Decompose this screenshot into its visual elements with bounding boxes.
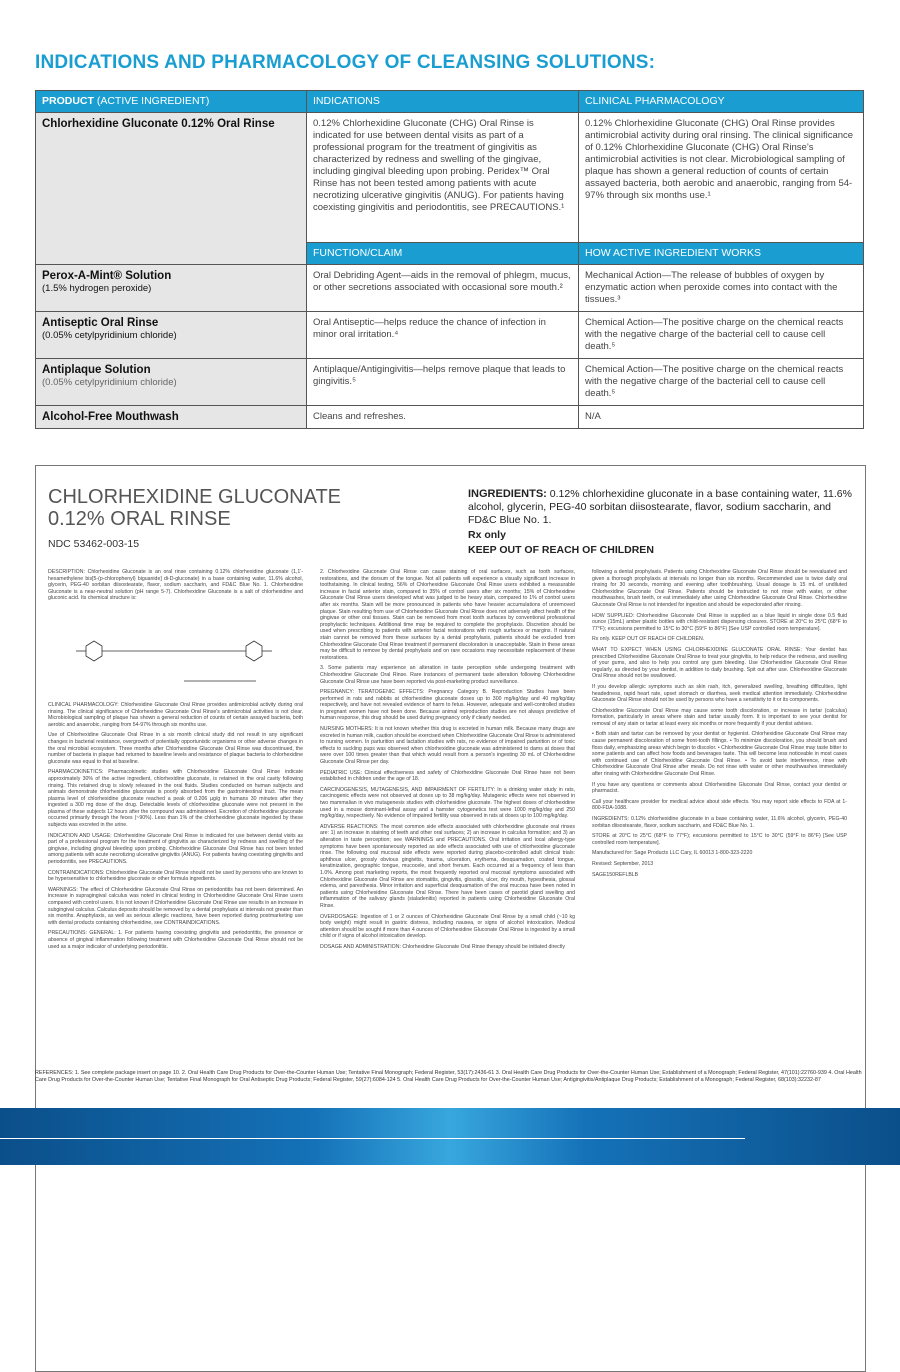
table-header-row — [36, 91, 864, 113]
header-clinical-pharmacology: CLINICAL PHARMACOLOGY — [579, 91, 864, 113]
description-paragraph: DESCRIPTION: Chlorhexidine Gluconate is an oral rinse containing 0.12% chlorhexidine gluconate (1,1'-hexamethylene bis[5-(p-chlorophenyl) biguanide] di-D-gluconate) in a base containing water, 11.6% alcohol, glycerin, PEG-40 sorbitan diisostearate, flavor, sodium saccharin, and FD&C Blue No. 1. Chlorhexidine Gluconate is a near-neutral solution (pH range 5-7). Chlorhexidine Gluconate is a salt of chlorhexidine and gluconic acid. Its chemical structure is: — [48, 569, 303, 602]
label-column-2: 2. Chlorhexidine Gluconate Oral Rinse can cause staining of oral surfaces, such as tooth surfaces, restorations, and the dorsum of the tongue. Not all patients will experience a visually significant increase in toothstaining. In clinical testing, 56% of Chlorhexidine Gluconate Oral Rinse users exhibited a measurable increase in facial anterior stain, compared to 35% of control users after six months; 15% of Chlorhexidine Gluconate Oral Rinse users developed what was judged to be heavy stain, compared to 1% of control users after six months. Stain will be more pronounced in patients who have heavier accumulations of unremoved plaque. Stain resulting from use of Chlorhexidine Gluconate Oral Rinse does not adversely affect health of the gingivae or other oral tissues. Stain can be removed from most tooth surfaces by conventional professional prophylactic techniques. Additional time may be required to complete the prophylaxis. Discretion should be used when prescribing to patients with anterior facial restorations with rough surfaces or margins. If natural stain cannot be removed from these surfaces by a dental prophylaxis, patients should be excluded from Chlorhexidine Gluconate Oral Rinse treatment if permanent discoloration is unacceptable. Stain in these areas may be difficult to remove by dental prophylaxis and on rare occasions may necessitate replacement of these restorations. 3. Some patients may experience an alteration in taste perception while undergoing treatment with Chlorhexidine Gluconate Oral Rinse. Rare instances of permanent taste alteration following Chlorhexidine Gluconate Oral Rinse use have been reported via post-marketing product surveillance. PREGNANCY: TERATOGENIC EFFECTS: Pregnancy Category B. Reproduction Studies have been performed in rats and rabbits at chlorhexidine gluconate doses up to 300 mg/kg/day and 40 mg/kg/day respectively, and have not revealed evidence of harm to fetus. However, adequate and well-controlled studies in pregnant women have not been done. Because animal reproduction studies are not always predictive of human response, this drug should be used during pregnancy only if clearly needed. NURSING MOTHERS: It is not known whether this drug is excreted in human milk. Because many drugs are excreted in human milk, caution should be exercised when Chlorhexidine Gluconate Oral Rinse is administered to nursing women. In parturition and lactation studies with rats, no evidence of impaired parturition or of toxic effects to suckling pups was observed when chlorhexidine gluconate was administered to dams at doses that were over 100 times greater than that which would result from a person's ingesting 30 mL of Chlorhexidine Gluconate Oral Rinse per day. PEDIATRIC USE: Clinical effectiveness and safety of Chlorhexidine Gluconate Oral Rinse have not been established in children under the age of 18. CARCINOGENESIS, MUTAGENESIS, AND IMPAIRMENT OF FERTILITY: In a drinking water study in rats, carcinogenic effects were not observed at doses up to 38 mg/kg/day. Mutagenic effects were not observed in two mammalian in vivo mutagenesis studies with chlorhexidine gluconate. The highest doses of chlorhexidine used in a mouse dominant-lethal assay and a hamster cytogenetics test were 1000 mg/kg/day and 250 mg/kg/day, respectively. No evidence of impaired fertility was observed in rats at doses up to 100 mg/kg/day. ADVERSE REACTIONS: The most common side effects associated with chlorhexidine gluconate oral rinses are: 1) an increase in staining of teeth and other oral surfaces; 2) an increase in calculus formation; and 3) an alteration in taste perception; see WARNINGS and PRECAUTIONS. Oral irritation and local allergy-type symptoms have been spontaneously reported as side effects associated with use of chlorhexidine gluconate rinse. The following oral mucosal side effects were reported during placebo-controlled adult clinical trials: aphthous ulcer, grossly obvious gingivitis, trauma, ulceration, erythema, desquamation, coated tongue, keratinization, geographic tongue, mucocele, and short frenum. Each occurred at a frequency of less than 1.0%. Among post marketing reports, the most frequently reported oral mucosal symptoms associated with Chlorhexidine Gluconate Oral Rinse are stomatitis, gingivitis, glossitis, ulcer, dry mouth, hypesthesia, glossal edema, and paresthesia. Minor irritation and superficial desquamation of the oral mucosa have been noted in patients using Chlorhexidine Gluconate Oral Rinse. There have been cases of parotid gland swelling and inflammation of the salivary glands (sialadenitis) reported in patients using Chlorhexidine Gluconate Oral Rinse. OVERDOSAGE: Ingestion of 1 or 2 ounces of Chlorhexidine Gluconate Oral Rinse by a small child (~10 kg body weight) might result in gastric distress, including nausea, or signs of alcohol intoxication. Medical attention should be sought if more than 4 ounces of Chlorhexidine Gluconate Oral Rinse is ingested by a small child or if signs of alcohol intoxication develop. DOSAGE AND ADMINISTRATION: Chlorhexidine Gluconate Oral Rinse therapy should be initiated directly — [320, 569, 575, 950]
package-insert-label — [35, 465, 866, 1372]
table-row — [36, 359, 864, 406]
function-cell: Cleans and refreshes. — [307, 406, 579, 429]
label-title: CHLORHEXIDINE GLUCONATE 0.12% ORAL RINSE — [48, 486, 342, 530]
chemical-structure-diagram — [66, 626, 291, 716]
page-title: INDICATIONS AND PHARMACOLOGY OF CLEANSING SOLUTIONS: — [35, 52, 656, 73]
label-column-3: following a dental prophylaxis. Patients using Chlorhexidine Gluconate Oral Rinse should be reevaluated and given a thorough prophylaxis at intervals no longer than six months. Recommended use is twice daily oral rinsing for 30 seconds, morning and evening after toothbrushing. Usual dosage is 15 mL of undiluted Chlorhexidine Gluconate Oral Rinse. Patients should be instructed to not rinse with water, or other mouthwashes, brush teeth, or eat immediately after using Chlorhexidine Gluconate Oral Rinse. Chlorhexidine Gluconate Oral Rinse is not intended for ingestion and should be expectorated after rinsing. HOW SUPPLIED: Chlorhexidine Gluconate Oral Rinse is supplied as a blue liquid in single dose 0.5 fluid ounce (15mL) amber plastic bottles with child-resistant dispensing closures. STORE at 20°C to 25°C (68°F to 77°F); excursions permitted to 15°C to 30°C (59°F to 86°F) [See USP controlled room temperature]. Rx only. KEEP OUT OF REACH OF CHILDREN. WHAT TO EXPECT WHEN USING CHLORHEXIDINE GLUCONATE ORAL RINSE: Your dentist has prescribed Chlorhexidine Gluconate Oral Rinse to treat your gingivitis, to help reduce the redness, and swelling of your gums, and also to help you control any gum bleeding. Use Chlorhexidine Gluconate Oral Rinse regularly, as directed by your dentist, in addition to daily brushing. Spit out after use. Chlorhexidine Gluconate Oral Rinse should not be swallowed. If you develop allergic symptoms such as skin rash, itch, generalized swelling, breathing difficulties, light headedness, rapid heart rate, upset stomach or diarrhea, seek medical attention immediately. Chlorhexidine Gluconate Oral Rinse should not be used by persons who have a sensitivity to it or its components. Chlorhexidine Gluconate Oral Rinse may cause some tooth discoloration, or increase in tartar (calculus) formation, particularly in areas where stain and tartar usually form. It is important to see your dentist for removal of any stain or tartar at least every six months or more frequently if your dentist advises. • Both stain and tartar can be removed by your dentist or hygienist. Chlorhexidine Gluconate Oral Rinse may cause permanent discoloration of some front-tooth fillings. • To minimize discoloration, you should brush and floss daily, emphasizing areas which begin to discolor. • Chlorhexidine Gluconate Oral Rinse may taste bitter to some patients and can affect how foods and beverages taste. This will become less noticeable in most cases with continued use of Chlorhexidine Gluconate Oral Rinse. • To avoid taste interference, rinse with Chlorhexidine Gluconate Oral Rinse after meals. Do not rinse with water or other mouthwashes immediately after rinsing with Chlorhexidine Gluconate Oral Rinse. If you have any questions or comments about Chlorhexidine Gluconate Oral Rinse, contact your dentist or pharmacist. Call your healthcare provider for medical advice about side effects. You may report side effects to FDA at 1-800-FDA-1088. INGREDIENTS: 0.12% chlorhexidine gluconate in a base containing water, 11.6% alcohol, glycerin, PEG-40 sorbitan diisostearate, flavor, sodium saccharin, and FD&C Blue No. 1. STORE at 20°C to 25°C (68°F to 77°F); excursions permitted to 15°C to 30°C (59°F to 86°F) [See USP controlled room temperature]. Manufactured for: Sage Products LLC Cary, IL 60013 1-800-323-2220 Revised: September, 2013 SAGE150REFLBLB — [592, 569, 847, 878]
function-cell: Antiplaque/Antigingivitis—helps remove plaque that leads to gingivitis.⁵ — [307, 359, 579, 406]
how-cell: Chemical Action—The positive charge on the chemical reacts with the negative charge of the bacterial cell to cause cell death.⁵ — [579, 359, 864, 406]
header-how-ingredient-works: HOW ACTIVE INGREDIENT WORKS — [579, 243, 864, 265]
how-cell: Chemical Action—The positive charge on the chemical reacts with the negative charge of the bacterial cell to cause cell death.⁵ — [579, 312, 864, 359]
references: REFERENCES: 1. See complete package insert on page 10. 2. Oral Health Care Drug Products for Over-the-Counter Human Use; Tentative Final Monograph; Federal Register, 53(17):2436-61 3. Oral Health Care Drug Products for Over-the-Counter Human Use; Establishment of a Monograph; Federal Register, 47(101):22760-939 4. Oral Health Care Drug Products for Over-the-Counter Human Use; Tentative Final Monograph for Oral Antiseptic Drug Products; Federal Register, 59(27):6084-124 5. Oral Health Care Drug Products for Over-the-Counter Human Use; Antigingivitis/Antiplaque Drug Products; Establishment of a Monograph; Federal Register, 68(103):32232-87 — [35, 1070, 862, 1083]
product-cell: Antiplaque Solution (0.05% cetylpyridinium chloride) — [36, 359, 307, 406]
clinical-cell: 0.12% Chlorhexidine Gluconate (CHG) Oral Rinse provides antimicrobial activity during oral rinsing. The clinical significance of 0.12% Chlorhexidine Gluconate (CHG) Oral Rinse’s antimicrobial activities is not clear. Microbiological sampling of plaque has shown a general reduction of counts of certain assayed bacteria, both aerobic and anaerobic, ranging from 54-97% through six months use.¹ — [579, 113, 864, 243]
product-cell: Perox-A-Mint® Solution (1.5% hydrogen peroxide) — [36, 265, 307, 312]
table-row — [36, 406, 864, 429]
header-product: PRODUCT (ACTIVE INGREDIENT) — [36, 91, 307, 113]
table-row — [36, 312, 864, 359]
function-cell: Oral Antiseptic—helps reduce the chance of infection in minor oral irritation.⁴ — [307, 312, 579, 359]
ndc-number: NDC 53462-003-15 — [48, 538, 140, 550]
footer-band — [0, 1108, 900, 1165]
how-cell: Mechanical Action—The release of bubbles of oxygen by enzymatic action when peroxide comes into contact with the tissues.³ — [579, 265, 864, 312]
footer-divider — [0, 1138, 745, 1139]
indications-cell: 0.12% Chlorhexidine Gluconate (CHG) Oral Rinse is indicated for use between dental visits as part of a professional program for the treatment of gingivitis as characterized by redness and swelling of the gingivae, including gingival bleeding upon probing. Peridex™ Oral Rinse has not been tested among patients with acute necrotizing ulcerative gingivitis (ANUG). For patients having coexisting gingivitis and periodontitis, see PRECAUTIONS.¹ — [307, 113, 579, 243]
header-function-claim: FUNCTION/CLAIM — [307, 243, 579, 265]
product-cell: Antiseptic Oral Rinse (0.05% cetylpyridinium chloride) — [36, 312, 307, 359]
label-column-1: DESCRIPTION: Chlorhexidine Gluconate is an oral rinse containing 0.12% chlorhexidine gluconate (1,1'-hexamethylene bis[5-(p-chlorophenyl) biguanide] di-D-gluconate) in a base containing water, 11.6% alcohol, glycerin, PEG-40 sorbitan diisostearate, flavor, sodium saccharin, and FD&C Blue No. 1. Chlorhexidine Gluconate is a near-neutral solution (pH range 5-7). Chlorhexidine Gluconate is a salt of chlorhexidine and gluconic acid. Its chemical structure is: CLINICAL PHARMACOLOGY: Chlorhexidine Gluconate Oral Rinse provides antimicrobial activity during oral rinsing. The clinical significance of Chlorhexidine Gluconate Oral Rinse's antimicrobial activities is not clear. Microbiological sampling of plaque has shown a general reduction of counts of certain assayed bacteria, both aerobic and anaerobic, ranging from 54-97% through six months use. Use of Chlorhexidine Gluconate Oral Rinse in a six month clinical study did not result in any significant changes in bacterial resistance, overgrowth of potentially opportunistic organisms or other adverse changes in the oral microbial ecosystem. Three months after Chlorhexidine Gluconate Oral Rinse was discontinued, the number of bacteria in plaque had returned to baseline levels and resistance of plaque bacteria to chlorhexidine gluconate was equal to that at baseline. PHARMACOKINETICS: Pharmacokinetic studies with Chlorhexidine Gluconate Oral Rinse indicate approximately 30% of the active ingredient, chlorhexidine gluconate, is retained in the oral cavity following rinsing. This retained drug is slowly released in the oral fluids. Studies conducted on human subjects and animals demonstrate chlorhexidine gluconate is poorly absorbed from the gastrointestinal tract. The mean plasma level of chlorhexidine gluconate reached a peak of 0.206 µg/g in humans 30 minutes after they ingested a 300 mg dose of the drug. Detectable levels of chlorhexidine gluconate were not present in the plasma of these subjects 12 hours after the compound was administered. Excretion of chlorhexidine gluconate occurred primarily through the feces (~90%). Less than 1% of the chlorhexidine gluconate ingested by these subjects was excreted in the urine. INDICATION AND USAGE: Chlorhexidine Gluconate Oral Rinse is indicated for use between dental visits as part of a professional program for the treatment of gingivitis as characterized by redness and swelling of the gingivae, including gingival bleeding upon probing. Chlorhexidine Gluconate Oral Rinse has not been tested among patients with acute necrotizing ulcerative gingivitis (ANUG). For patients having coexisting gingivitis and periodontitis, see PRECAUTIONS. CONTRAINDICATIONS: Chlorhexidine Gluconate Oral Rinse should not be used by persons who are known to be hypersensitive to chlorhexidine gluconate or other formula ingredients. WARNINGS: The effect of Chlorhexidine Gluconate Oral Rinse on periodontitis has not been determined. An increase in supragingival calculus was noted in clinical testing in Chlorhexidine Gluconate Oral Rinse users compared with control users. It is not known if Chlorhexidine Gluconate Oral Rinse use results in an increase in subgingival calculus. Calculus deposits should be removed by a dental prophylaxis at intervals not greater than six months. Anaphylaxis, as well as serious allergic reactions, have been reported during postmarketing use with dental products containing chlorhexidine, see CONTRAINDICATIONS. PRECAUTIONS: GENERAL: 1. For patients having coexisting gingivitis and periodontitis, the presence or absence of gingival inflammation following treatment with Chlorhexidine Gluconate Oral Rinse should not be used as a major indicator of underlying periodontitis. — [48, 569, 303, 950]
table-row — [36, 265, 864, 312]
product-cell: Alcohol-Free Mouthwash — [36, 406, 307, 429]
ingredients-block: INGREDIENTS: 0.12% chlorhexidine gluconate in a base containing water, 11.6% alcohol, glycerin, PEG-40 sorbitan diisostearate, flavor, sodium saccharin, and FD&C Blue No. 1. Rx only KEEP OUT OF REACH OF CHILDREN — [468, 488, 852, 556]
header-indications: INDICATIONS — [307, 91, 579, 113]
indications-table — [35, 90, 864, 429]
how-cell: N/A — [579, 406, 864, 429]
product-cell: Chlorhexidine Gluconate 0.12% Oral Rinse — [36, 113, 307, 265]
function-cell: Oral Debriding Agent—aids in the removal of phlegm, mucus, or other secretions associated with occasional sore mouth.² — [307, 265, 579, 312]
table-row — [36, 113, 864, 243]
